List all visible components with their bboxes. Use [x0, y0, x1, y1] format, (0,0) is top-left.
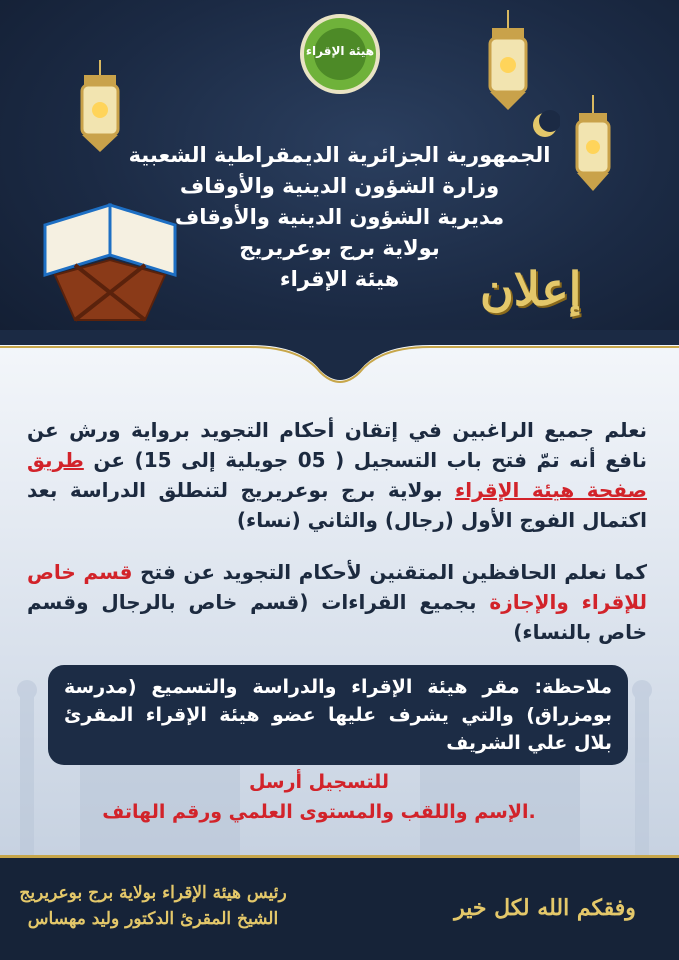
header-background [0, 0, 679, 360]
announcement-title: إعلان [480, 262, 582, 316]
footer-signature [8, 880, 298, 932]
header-line: بولاية برج بوعريريج [239, 236, 440, 260]
footer-blessing: وفقكم الله لكل خير [454, 895, 636, 921]
wave-divider [0, 330, 679, 400]
header-line: مديرية الشؤون الدينية والأوقاف [174, 205, 505, 229]
para2-text-b: بجميع القراءات (قسم خاص بالرجال وقسم خاص بالنساء) [27, 590, 647, 644]
para2-text-a: كما نعلم الحافظين المتقنين لأحكام التجويد عن فتح [132, 560, 648, 584]
paragraph-registration [27, 415, 647, 535]
paragraph-ijaza [27, 557, 647, 647]
note-box: ملاحظة: مقر هيئة الإقراء والدراسة والتسميع (مدرسة بومزراق) والتي يشرف عليها عضو هيئة الإقراء المقرئ بلال علي الشريف [48, 665, 628, 765]
footer-border [0, 855, 679, 858]
logo-seal [300, 14, 380, 94]
lantern-icon [478, 10, 538, 120]
signature-line: رئيس هيئة الإقراء بولاية برج بوعريريج [19, 883, 287, 903]
crescent-icon [530, 110, 560, 140]
register-title: للتسجيل أرسل [248, 771, 390, 793]
logo-text: هيئة الإقراء [305, 44, 375, 58]
para1-highlight: طريق صفحة هيئة الإقراء [27, 448, 647, 502]
para1-text-a: نعلم جميع الراغبين في إتقان أحكام التجويد برواية ورش عن نافع أنه تمّ فتح باب التسجيل ( 05 جويلية إلى 15) عن [27, 418, 647, 472]
header-line: هيئة الإقراء [279, 267, 400, 291]
para2-highlight: قسم خاص للإقراء والإجازة [27, 560, 647, 614]
signature-line: الشيخ المقرئ الدكتور وليد مهساس [27, 909, 279, 929]
header-line: الجمهورية الجزائرية الديمقراطية الشعبية [128, 143, 551, 167]
register-text: .الإسم واللقب والمستوى العلمي ورقم الهاتف [102, 801, 536, 823]
para1-text-b: بولاية برج بوعريريج لتنطلق الدراسة بعد اكتمال الفوج الأول (رجال) والثاني (نساء) [27, 478, 647, 532]
header-line: وزارة الشؤون الدينية والأوقاف [179, 174, 500, 198]
